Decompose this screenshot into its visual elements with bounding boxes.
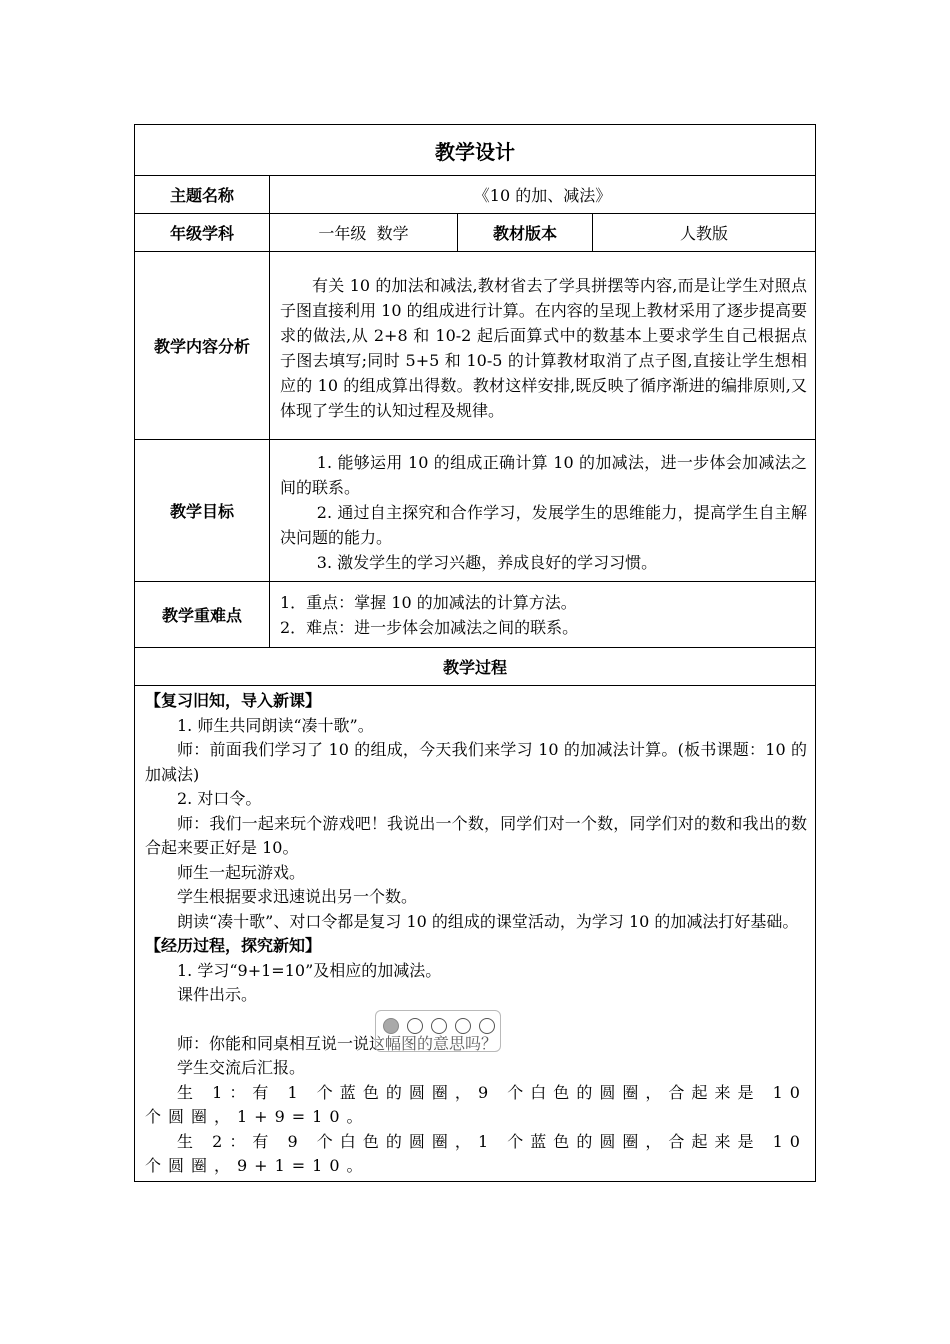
- process-line: 生 1：有 1 个蓝色的圆圈，9 个白色的圆圈，合起来是 10 个圆圈，1+9=10。: [145, 1082, 807, 1126]
- goals-cell: [270, 440, 816, 582]
- keypoint-item: 2．难点：进一步体会加减法之间的联系。: [280, 618, 579, 637]
- white-circle-icon: [431, 1018, 447, 1034]
- process-line: 学生根据要求迅速说出另一个数。: [177, 887, 418, 906]
- process-line: 课件出示。: [177, 985, 258, 1004]
- white-circle-icon: [455, 1018, 471, 1034]
- process-line: 师：你能和同桌相互说一说这幅图的意思吗？: [177, 1033, 498, 1053]
- edition-value: 人教版: [593, 214, 816, 252]
- process-line: 学生交流后汇报。: [177, 1058, 306, 1077]
- section-title: 【复习旧知，导入新课】: [145, 691, 322, 710]
- dot-figure-row: [145, 1008, 807, 1032]
- goals-label: 教学目标: [135, 440, 270, 582]
- process-heading: 教学过程: [135, 648, 816, 686]
- topic-value: 《10 的加、减法》: [270, 176, 816, 214]
- process-line: 师生一起玩游戏。: [177, 862, 306, 882]
- section-title: 【经历过程，探究新知】: [145, 936, 322, 955]
- goal-item: 1. 能够运用 10 的组成正确计算 10 的加减法，进一步体会加减法之间的联系。: [280, 453, 807, 497]
- process-line: 2. 对口令。: [177, 789, 262, 808]
- document-title: 教学设计: [135, 125, 816, 176]
- blue-circle-icon: [383, 1018, 399, 1034]
- process-line: 1. 师生共同朗读“凑十歌”。: [177, 715, 374, 735]
- edition-label: 教材版本: [458, 214, 593, 252]
- keypoints-label: 教学重难点: [135, 582, 270, 648]
- analysis-label: 教学内容分析: [135, 252, 270, 440]
- white-circle-icon: [407, 1018, 423, 1034]
- goal-item: 3. 激发学生的学习兴趣，养成良好的学习习惯。: [316, 553, 658, 572]
- keypoints-cell: [270, 582, 816, 648]
- goal-item: 2. 通过自主探究和合作学习，发展学生的思维能力，提高学生自主解决问题的能力。: [280, 503, 807, 547]
- analysis-cell: [270, 252, 816, 440]
- grade-value: 一年级 数学: [270, 214, 458, 252]
- topic-label: 主题名称: [135, 176, 270, 214]
- process-line: 生 2：有 9 个白色的圆圈，1 个蓝色的圆圈，合起来是 10 个圆圈，9+1=10。: [145, 1131, 807, 1175]
- process-cell: [135, 686, 816, 1182]
- dot-figure: [375, 1010, 501, 1052]
- keypoint-item: 1．重点：掌握 10 的加减法的计算方法。: [280, 593, 577, 612]
- analysis-text: 有关 10 的加法和减法,教材省去了学具拼摆等内容,而是让学生对照点子图直接利用 10 的组成进行计算。在内容的呈现上教材采用了逐步提高要求的做法,从 2+8 和 10-2 起后面算式中的数基本上要求学生自己根据点子图去填写;同时 5+5 和 10-5 的计算教材取消了点子图,直接让学生想相应的 10 的组成算出得数。教材这样安排,既反映了循序渐进的编排原则,又体现了学生的认知过程及规律。: [280, 275, 807, 420]
- process-line: 师：我们一起来玩个游戏吧！我说出一个数，同学们对一个数，同学们对的数和我出的数合起来要正好是 10。: [145, 813, 807, 857]
- process-line: 师：前面我们学习了 10 的组成，今天我们来学习 10 的加减法计算。(板书课题：10 的加减法): [145, 740, 807, 784]
- grade-label: 年级学科: [135, 214, 270, 252]
- lesson-plan-table: [134, 124, 816, 1182]
- process-line: 朗读“凑十歌”、对口令都是复习 10 的组成的课堂活动，为学习 10 的加减法打好基础。: [177, 911, 799, 931]
- process-line: 1. 学习“9+1=10”及相应的加减法。: [177, 960, 442, 980]
- white-circle-icon: [479, 1018, 495, 1034]
- lesson-plan-document: [134, 124, 815, 1182]
